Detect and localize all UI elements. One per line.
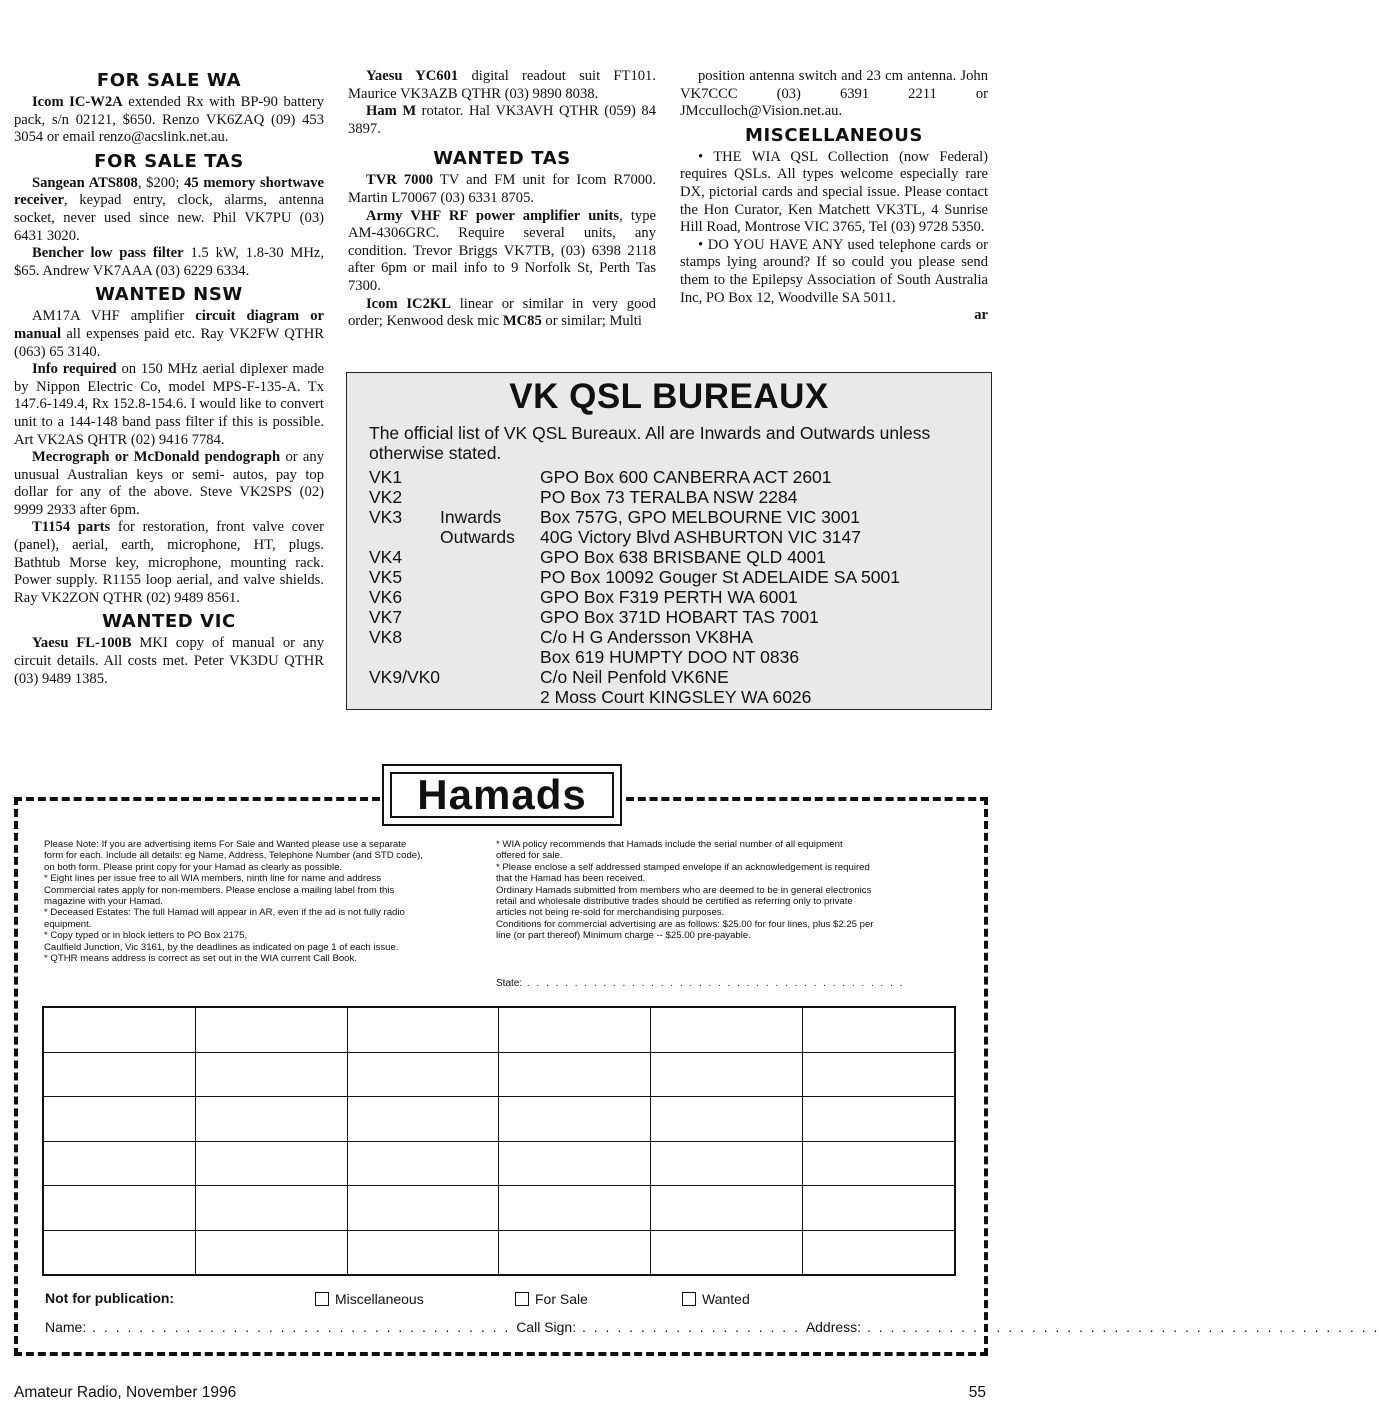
ad-tvr7000: TVR 7000 TV and FM unit for Icom R7000. Martin L70067 (03) 6331 8705. — [348, 172, 656, 206]
hamads-note-line: on both form. Please print copy for your Hamad as clearly as possible. — [44, 861, 343, 873]
hamads-note-line: line (or part thereof) Minimum charge -- $25.00 pre-payable. — [496, 930, 751, 942]
hamads-note-line: Commercial rates apply for non-members. Please enclose a mailing label from this — [44, 884, 395, 896]
hamads-note-line: * WIA policy recommends that Hamads include the serial number of all equipment — [496, 839, 843, 850]
qsl-call: VK7 — [369, 607, 403, 627]
grid-cell[interactable] — [44, 1008, 196, 1053]
hamads-note-line: Caulfield Junction, Vic 3161, by the deadlines as indicated on page 1 of each issue. — [44, 941, 399, 953]
ad-yaesu-fl100b: Yaesu FL-100B MKI copy of manual or any circuit details. All costs met. Peter VK3DU QTHR (03) 9489 1385. — [14, 635, 324, 687]
qsl-call: VK9/VK0 — [369, 667, 441, 687]
grid-cell[interactable] — [803, 1141, 955, 1186]
hamads-notes-left — [44, 839, 484, 964]
ad-t1154: T1154 parts for restoration, front valve cover (panel), aerial, earth, microphone, HT, plugs. Bathtub Morse key, microphone, mounting rack. Power supply. R1155 loop aerial, and valve shields. Ray VK2ZON QTHR (02) 9489 8561. — [14, 519, 324, 606]
qsl-address: 2 Moss Court KINGSLEY WA 6026 — [540, 687, 812, 707]
grid-cell[interactable] — [347, 1097, 499, 1142]
grid-cell[interactable] — [499, 1097, 651, 1142]
option-wanted[interactable]: Wanted — [682, 1291, 750, 1307]
grid-cell[interactable] — [347, 1052, 499, 1097]
qsl-address: C/o Neil Penfold VK6NE — [540, 667, 729, 687]
grid-row — [44, 1008, 955, 1053]
qsl-title: VK QSL BUREAUX — [509, 377, 829, 416]
qsl-address: Box 619 HUMPTY DOO NT 0836 — [540, 647, 800, 667]
contact-line — [45, 1319, 1379, 1335]
qsl-row — [369, 627, 900, 647]
qsl-call: VK1 — [369, 467, 403, 487]
grid-cell[interactable] — [803, 1008, 955, 1053]
ad-icom-icw2a: Icom IC-W2A extended Rx with BP-90 battery pack, s/n 02121, $650. Renzo VK6ZAQ (09) 453 3054 or email renzo@acslink.net.au. — [14, 94, 324, 146]
hamads-notes-right — [496, 839, 956, 942]
qsl-call: VK4 — [369, 547, 403, 567]
qsl-type — [440, 647, 540, 667]
heading-wanted-vic: WANTED VIC — [102, 611, 236, 633]
grid-cell[interactable] — [499, 1230, 651, 1275]
hamads-note-line: * Please enclose a self addressed stamped envelope if an acknowledgement is required — [496, 861, 870, 873]
qsl-address: C/o H G Andersson VK8HA — [540, 627, 754, 647]
heading-miscellaneous: MISCELLANEOUS — [745, 124, 923, 146]
qsl-address: 40G Victory Blvd ASHBURTON VIC 3147 — [540, 527, 862, 547]
hamads-note-line: offered for sale. — [496, 850, 563, 862]
grid-cell[interactable] — [499, 1008, 651, 1053]
state-field[interactable]: State: . . . . . . . . . . . . . . . . . . . . . . . . . . . . . . . . . . . . . . . . — [496, 978, 905, 989]
qsl-call — [369, 687, 440, 707]
grid-cell[interactable] — [499, 1141, 651, 1186]
ad-ham-m: Ham M rotator. Hal VK3AVH QTHR (059) 84 3897. — [348, 103, 657, 137]
qsl-call: VK3 — [369, 507, 403, 527]
qsl-type — [440, 627, 540, 647]
qsl-row — [369, 467, 900, 487]
grid-cell[interactable] — [347, 1230, 499, 1275]
checkbox-for-sale[interactable] — [515, 1292, 529, 1306]
grid-cell[interactable] — [803, 1097, 955, 1142]
grid-cell[interactable] — [44, 1186, 196, 1231]
qsl-type — [440, 487, 540, 507]
hamads-note-line: retail and wholesale distributive trades should be certified as referring only to private — [496, 896, 853, 908]
grid-row — [44, 1230, 955, 1275]
hamads-title: Hamads — [390, 772, 614, 818]
grid-cell[interactable] — [651, 1008, 803, 1053]
qsl-call: VK6 — [369, 587, 403, 607]
ad-info-required: Info required on 150 MHz aerial diplexer made by Nippon Electric Co, model MPS-F-135-A. Tx 147.6-149.4, Rx 152.8-154.6. I would like to convert unit to a 144-148 band pass filter if this is possible. Art VK2AS QHTR (02) 9416 7784. — [14, 361, 324, 448]
qsl-call: VK2 — [369, 487, 403, 507]
qsl-type: Inwards — [440, 507, 502, 527]
grid-cell[interactable] — [44, 1230, 196, 1275]
footer-page-number: 55 — [968, 1384, 986, 1401]
qsl-row — [369, 567, 900, 587]
hamad-entry-grid[interactable] — [42, 1006, 956, 1276]
grid-cell[interactable] — [195, 1008, 347, 1053]
option-miscellaneous[interactable]: Miscellaneous — [315, 1291, 424, 1307]
checkbox-wanted[interactable] — [682, 1292, 696, 1306]
qsl-row — [369, 687, 900, 707]
qsl-table — [369, 467, 900, 707]
grid-cell[interactable] — [651, 1052, 803, 1097]
hamads-title-box — [382, 764, 622, 826]
callsign-label: Call Sign: — [516, 1319, 577, 1335]
qsl-type — [440, 567, 540, 587]
hamads-note-line: form for each. Include all details: eg Name, Address, Telephone Number (and STD code), — [44, 850, 423, 862]
hamads-note-line: Ordinary Hamads submitted from members who are deemed to be in general electronics — [496, 884, 872, 896]
hamads-note-line: * QTHR means address is correct as set out in the WIA current Call Book. — [44, 953, 357, 965]
grid-cell[interactable] — [651, 1141, 803, 1186]
column-1 — [14, 66, 324, 688]
qsl-type — [440, 467, 540, 487]
grid-cell[interactable] — [347, 1141, 499, 1186]
qsl-type — [440, 667, 540, 687]
hamads-note-line: magazine with your Hamad. — [44, 896, 163, 908]
qsl-call: VK5 — [369, 567, 403, 587]
grid-cell[interactable] — [803, 1052, 955, 1097]
grid-row — [44, 1186, 955, 1231]
column-3 — [680, 68, 988, 325]
heading-wanted-nsw: WANTED NSW — [95, 284, 243, 306]
qsl-address: PO Box 73 TERALBA NSW 2284 — [540, 487, 798, 507]
qsl-type: Outwards — [440, 527, 515, 547]
grid-cell[interactable] — [195, 1097, 347, 1142]
address-label: Address: — [805, 1319, 862, 1335]
misc-telephone-cards: • DO YOU HAVE ANY used telephone cards or stamps lying around? If so could you please send them to the Epilepsy Association of South Australia Inc, PO Box 12, Woodville SA 5011. — [680, 236, 988, 306]
hamads-note-line: that the Hamad has been received. — [496, 873, 646, 885]
grid-cell[interactable] — [651, 1186, 803, 1231]
grid-cell[interactable] — [44, 1097, 196, 1142]
qsl-type — [440, 587, 540, 607]
grid-cell[interactable] — [499, 1186, 651, 1231]
address-field[interactable]: . . . . . . . . . . . . . . . . . . . . . . . . . . . . . . . . . . . . . . . . . . . . — [861, 1319, 1379, 1335]
grid-row — [44, 1141, 955, 1186]
grid-cell[interactable] — [803, 1186, 955, 1231]
qsl-call — [369, 527, 440, 547]
grid-cell[interactable] — [347, 1008, 499, 1053]
qsl-address: GPO Box F319 PERTH WA 6001 — [540, 587, 798, 607]
qsl-row — [369, 587, 900, 607]
qsl-address: PO Box 10092 Gouger St ADELAIDE SA 5001 — [540, 567, 900, 587]
ad-mecrograph: Mecrograph or McDonald pendograph or any unusual Australian keys or semi- autos, pay top dollar for any of the above. Steve VK2SPS (02) 9999 2933 after 6pm. — [14, 449, 324, 518]
hamads-note-line: articles not being re-sold for merchandising purposes. — [496, 907, 725, 919]
ad-icom-ic2kl: Icom IC2KL linear or similar in very good order; Kenwood desk mic MC85 or similar; Multi — [348, 295, 656, 330]
hamads-note-line: * Deceased Estates: The full Hamad will appear in AR, even if the ad is not fully radio — [44, 907, 405, 919]
qsl-address: GPO Box 371D HOBART TAS 7001 — [540, 607, 819, 627]
hamads-note-line: * Copy typed or in block letters to PO Box 2175, — [44, 930, 248, 942]
checkbox-miscellaneous[interactable] — [315, 1292, 329, 1306]
qsl-type — [440, 547, 540, 567]
column-2 — [348, 68, 656, 331]
qsl-row — [369, 527, 900, 547]
qsl-address: Box 757G, GPO MELBOURNE VIC 3001 — [540, 507, 861, 527]
qsl-intro: The official list of VK QSL Bureaux. All are Inwards and Outwards unless otherwise stated. — [369, 423, 931, 463]
footer-publication: Amateur Radio, November 1996 — [14, 1384, 237, 1401]
grid-cell[interactable] — [195, 1186, 347, 1231]
heading-wanted-tas: WANTED TAS — [433, 148, 571, 170]
ad-army-vhf: Army VHF RF power amplifier units, type AM-4306GRC. Require several units, any condition. Trevor Briggs VK7TB, (03) 6398 2118 after 6pm or mail info to 9 Norfolk St, Perth Tas 7300. — [348, 207, 656, 294]
callsign-field[interactable]: . . . . . . . . . . . . . . . . . . . — [576, 1319, 806, 1335]
grid-cell[interactable] — [44, 1052, 196, 1097]
misc-wia-qsl: • THE WIA QSL Collection (now Federal) requires QSLs. All types welcome especially rare DX, pictorial cards and special issue. Please contact the Hon Curator, Ken Matchett VK3TL, 4 Sunrise Hill Road, Montrose VIC 3765, Tel (03) 9728 5350. — [680, 148, 988, 236]
qsl-row — [369, 607, 900, 627]
qsl-row — [369, 647, 900, 667]
qsl-call — [369, 647, 440, 667]
qsl-row — [369, 487, 900, 507]
grid-cell[interactable] — [651, 1230, 803, 1275]
grid-cell[interactable] — [195, 1230, 347, 1275]
grid-cell[interactable] — [195, 1052, 347, 1097]
qsl-address: GPO Box 600 CANBERRA ACT 2601 — [540, 467, 832, 487]
qsl-row — [369, 547, 900, 567]
grid-cell[interactable] — [651, 1097, 803, 1142]
qsl-call: VK8 — [369, 627, 403, 647]
hamads-note-line: * Eight lines per issue free to all WIA members, ninth line for name and address — [44, 873, 382, 885]
grid-cell[interactable] — [347, 1186, 499, 1231]
grid-cell[interactable] — [44, 1141, 196, 1186]
ad-sangean: Sangean ATS808, $200; 45 memory shortwave receiver, keypad entry, clock, alarms, antenna socket, never used since new. Phil VK7PU (03) 6431 3020. — [14, 174, 325, 244]
heading-for-sale-tas: FOR SALE TAS — [94, 150, 244, 172]
hamads-note-line: equipment. — [44, 918, 92, 930]
qsl-row — [369, 667, 900, 687]
heading-for-sale-wa: FOR SALE WA — [96, 70, 242, 91]
hamads-note-line: Please Note: If you are advertising items For Sale and Wanted please use a separate — [44, 839, 407, 850]
grid-row — [44, 1052, 955, 1097]
hamads-note-line: Conditions for commercial advertising are as follows: $25.00 for four lines, plus $2.25 per — [496, 918, 874, 930]
grid-cell[interactable] — [803, 1230, 955, 1275]
not-for-publication-label: Not for publication: — [45, 1290, 175, 1306]
name-field[interactable]: . . . . . . . . . . . . . . . . . . . . . . . . . . . . . . . . . . . . — [86, 1319, 517, 1335]
qsl-bureaux-box — [346, 372, 992, 710]
qsl-row — [369, 507, 900, 527]
qsl-address: GPO Box 638 BRISBANE QLD 4001 — [540, 547, 827, 567]
grid-row — [44, 1097, 955, 1142]
qsl-type — [440, 687, 540, 707]
option-for-sale[interactable]: For Sale — [515, 1291, 588, 1307]
signature-ar: ar — [974, 307, 988, 324]
ad-am17a: AM17A VHF amplifier circuit diagram or manual all expenses paid etc. Ray VK2FW QTHR (063) 65 3140. — [14, 308, 324, 360]
grid-cell[interactable] — [195, 1141, 347, 1186]
ad-bencher: Bencher low pass filter 1.5 kW, 1.8-30 MHz, $65. Andrew VK7AAA (03) 6229 6334. — [14, 245, 324, 279]
grid-cell[interactable] — [499, 1052, 651, 1097]
name-label: Name: — [45, 1319, 87, 1335]
ad-yaesu-yc601: Yaesu YC601 digital readout suit FT101. Maurice VK3AZB QTHR (03) 9890 8038. — [348, 68, 656, 102]
qsl-type — [440, 607, 540, 627]
ad-continued: position antenna switch and 23 cm antenna. John VK7CCC (03) 6391 2211 or JMcculloch@Vision.net.au. — [680, 68, 988, 120]
